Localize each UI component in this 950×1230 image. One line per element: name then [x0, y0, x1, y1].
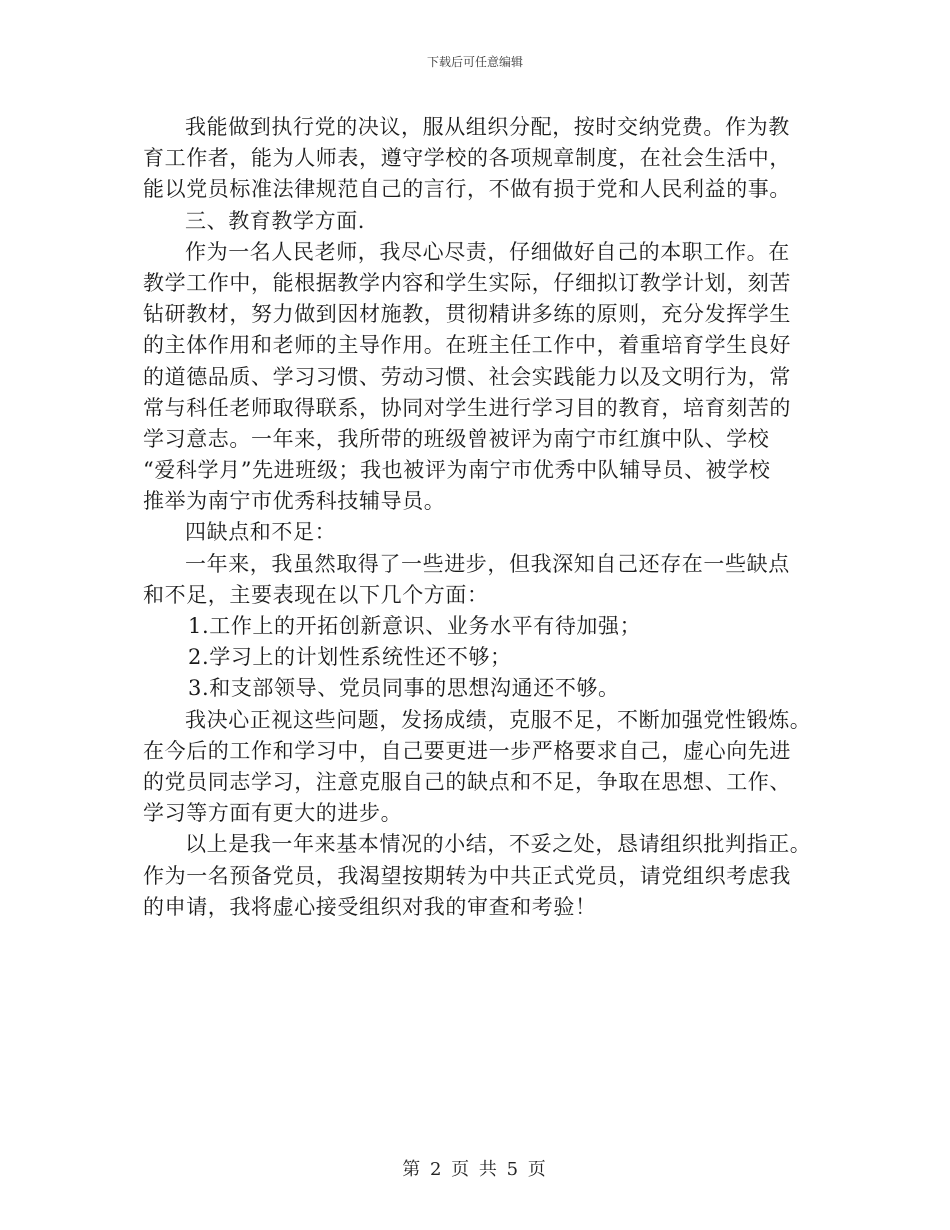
text-line: “爱科学月”先进班级；我也被评为南宁市优秀中队辅导员、被学校	[143, 458, 771, 483]
page-header: 下载后可任意编辑	[426, 55, 523, 69]
section-heading: 三、教育教学方面.	[185, 208, 366, 233]
list-item: 2.学习上的计划性系统性还不够；	[188, 645, 512, 670]
document-body	[143, 112, 812, 923]
text-line: 作为一名人民老师，我尽心尽责，仔细做好自己的本职工作。在	[185, 239, 790, 264]
text-line: 学习意志。一年来，我所带的班级曾被评为南宁市红旗中队、学校	[143, 426, 770, 451]
list-item: 3.和支部领导、党员同事的思想沟通还不够。	[188, 676, 620, 701]
text-line: 在今后的工作和学习中，自己要更进一步严格要求自己，虚心向先进	[143, 738, 791, 763]
text-line: 育工作者，能为人师表，遵守学校的各项规章制度，在社会生活中，	[143, 146, 791, 171]
text-line: 推举为南宁市优秀科技辅导员。	[143, 489, 446, 514]
text-line: 的党员同志学习，注意克服自己的缺点和不足，争取在思想、工作、	[143, 769, 791, 794]
text-line: 的主体作用和老师的主导作用。在班主任工作中，着重培育学生良好	[143, 333, 791, 358]
text-line: 常与科任老师取得联系，协同对学生进行学习目的教育，培育刻苦的	[143, 395, 791, 420]
text-line: 能以党员标准法律规范自己的言行，不做有损于党和人民利益的事。	[143, 177, 791, 202]
text-line: 学习等方面有更大的进步。	[143, 801, 403, 826]
list-item: 1.工作上的开拓创新意识、业务水平有待加强；	[188, 614, 642, 638]
text-line: 的道德品质、学习习惯、劳动习惯、社会实践能力以及文明行为，常	[143, 364, 791, 389]
text-line: 教学工作中，能根据教学内容和学生实际，仔细拟订教学计划，刻苦	[143, 270, 791, 295]
text-line: 钻研教材，努力做到因材施教，贯彻精讲多练的原则，充分发挥学生	[143, 302, 791, 327]
section-heading: 四缺点和不足：	[185, 520, 337, 545]
page-footer: 第 2 页 共 5 页	[402, 1159, 548, 1180]
text-line: 作为一名预备党员，我渴望按期转为中共正式党员，请党组织考虑我	[143, 863, 791, 888]
text-line: 和不足，主要表现在以下几个方面：	[143, 582, 489, 607]
text-line: 我决心正视这些问题，发扬成绩，克服不足，不断加强党性锻炼。	[185, 707, 812, 732]
text-line: 的申请，我将虚心接受组织对我的审查和考验！	[143, 894, 597, 919]
text-line: 我能做到执行党的决议，服从组织分配，按时交纳党费。作为教	[185, 115, 790, 139]
text-line: 以上是我一年来基本情况的小结，不妥之处，恳请组织批判指正。	[185, 832, 812, 857]
text-line: 一年来，我虽然取得了一些进步，但我深知自己还存在一些缺点	[185, 551, 790, 576]
